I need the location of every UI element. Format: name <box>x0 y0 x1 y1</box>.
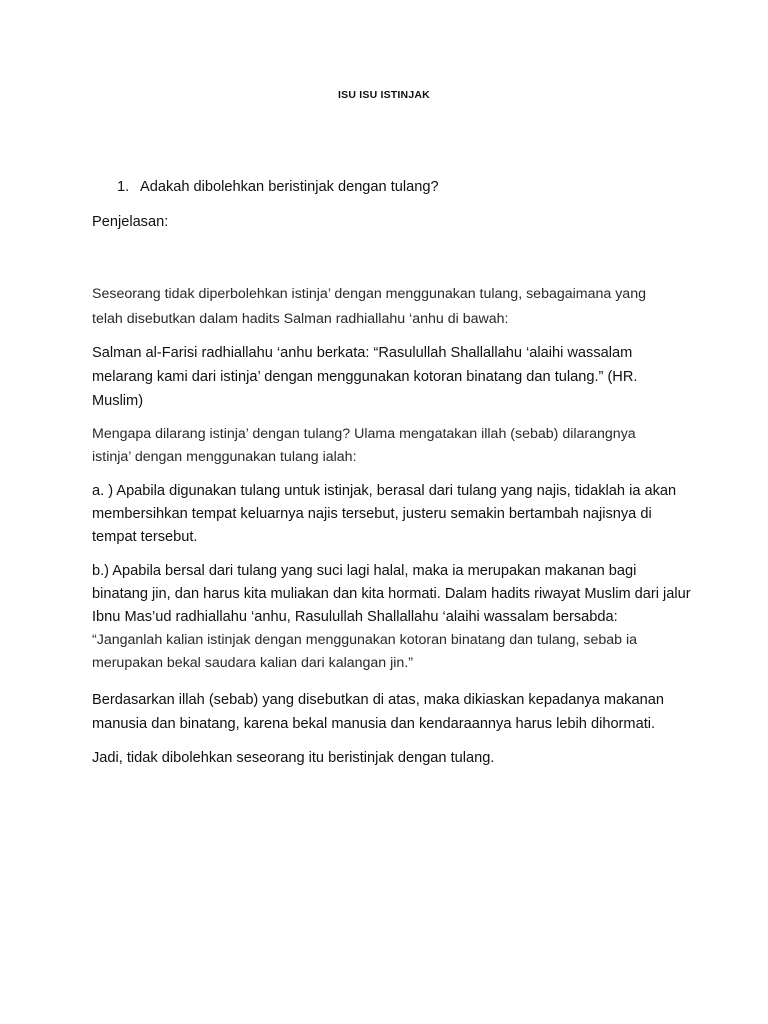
paragraph-line: b.) Apabila bersal dari tulang yang suci lagi halal, maka ia merupakan makanan bagi <box>92 563 637 579</box>
paragraph-conclusion-reason <box>92 688 692 736</box>
paragraph-line: binatang jin, dan harus kita muliakan dan kita hormati. Dalam hadits riwayat Muslim dari jalur <box>92 586 691 602</box>
paragraph-intro <box>92 282 692 332</box>
paragraph-line: membersihkan tempat keluarnya najis tersebut, justeru semakin bertambah najisnya di <box>92 506 652 522</box>
penjelasan-label: Penjelasan: <box>92 214 169 230</box>
paragraph-line: Salman al-Farisi radhiallahu ‘anhu berkata: “Rasulullah Shallallahu ‘alaihi wassalam <box>92 345 633 361</box>
document-title: ISU ISU ISTINJAK <box>338 89 430 101</box>
paragraph-line: istinja’ dengan menggunakan tulang ialah: <box>92 449 357 465</box>
paragraph-line: Mengapa dilarang istinja’ dengan tulang? Ulama mengatakan illah (sebab) dilarangnya <box>92 426 636 442</box>
paragraph-line: “Janganlah kalian istinjak dengan menggunakan kotoran binatang dan tulang, sebab ia <box>92 632 638 648</box>
paragraph-line: telah disebutkan dalam hadits Salman radhiallahu ‘anhu di bawah: <box>92 311 509 327</box>
paragraph-line: Ibnu Mas’ud radhiallahu ‘anhu, Rasulullah Shallallahu ‘alaihi wassalam bersabda: <box>92 609 618 625</box>
paragraph-point-a <box>92 480 692 549</box>
question-text: Adakah dibolehkan beristinjak dengan tulang? <box>140 179 439 195</box>
paragraph-line: Seseorang tidak diperbolehkan istinja’ dengan menggunakan tulang, sebagaimana yang <box>92 286 646 302</box>
paragraph-line: merupakan bekal saudara kalian dari kalangan jin.” <box>92 655 413 671</box>
paragraph-line: melarang kami dari istinja’ dengan menggunakan kotoran binatang dan tulang.” (HR. <box>92 369 638 385</box>
paragraph-conclusion <box>92 747 692 770</box>
paragraph-line: tempat tersebut. <box>92 529 198 545</box>
paragraph-hadith-salman <box>92 341 692 413</box>
paragraph-line: a. ) Apabila digunakan tulang untuk istinjak, berasal dari tulang yang najis, tidaklah ia akan <box>92 483 677 499</box>
paragraph-line: manusia dan binatang, karena bekal manusia dan kendaraannya harus lebih dihormati. <box>92 716 656 732</box>
paragraph-point-b <box>92 560 692 675</box>
paragraph-line: Berdasarkan illah (sebab) yang disebutkan di atas, maka dikiaskan kepadanya makanan <box>92 692 664 708</box>
question-number: 1. <box>117 179 130 195</box>
paragraph-reason <box>92 423 692 469</box>
paragraph-line: Jadi, tidak dibolehkan seseorang itu beristinjak dengan tulang. <box>92 750 495 766</box>
paragraph-line: Muslim) <box>92 393 144 409</box>
question-item <box>117 179 439 195</box>
